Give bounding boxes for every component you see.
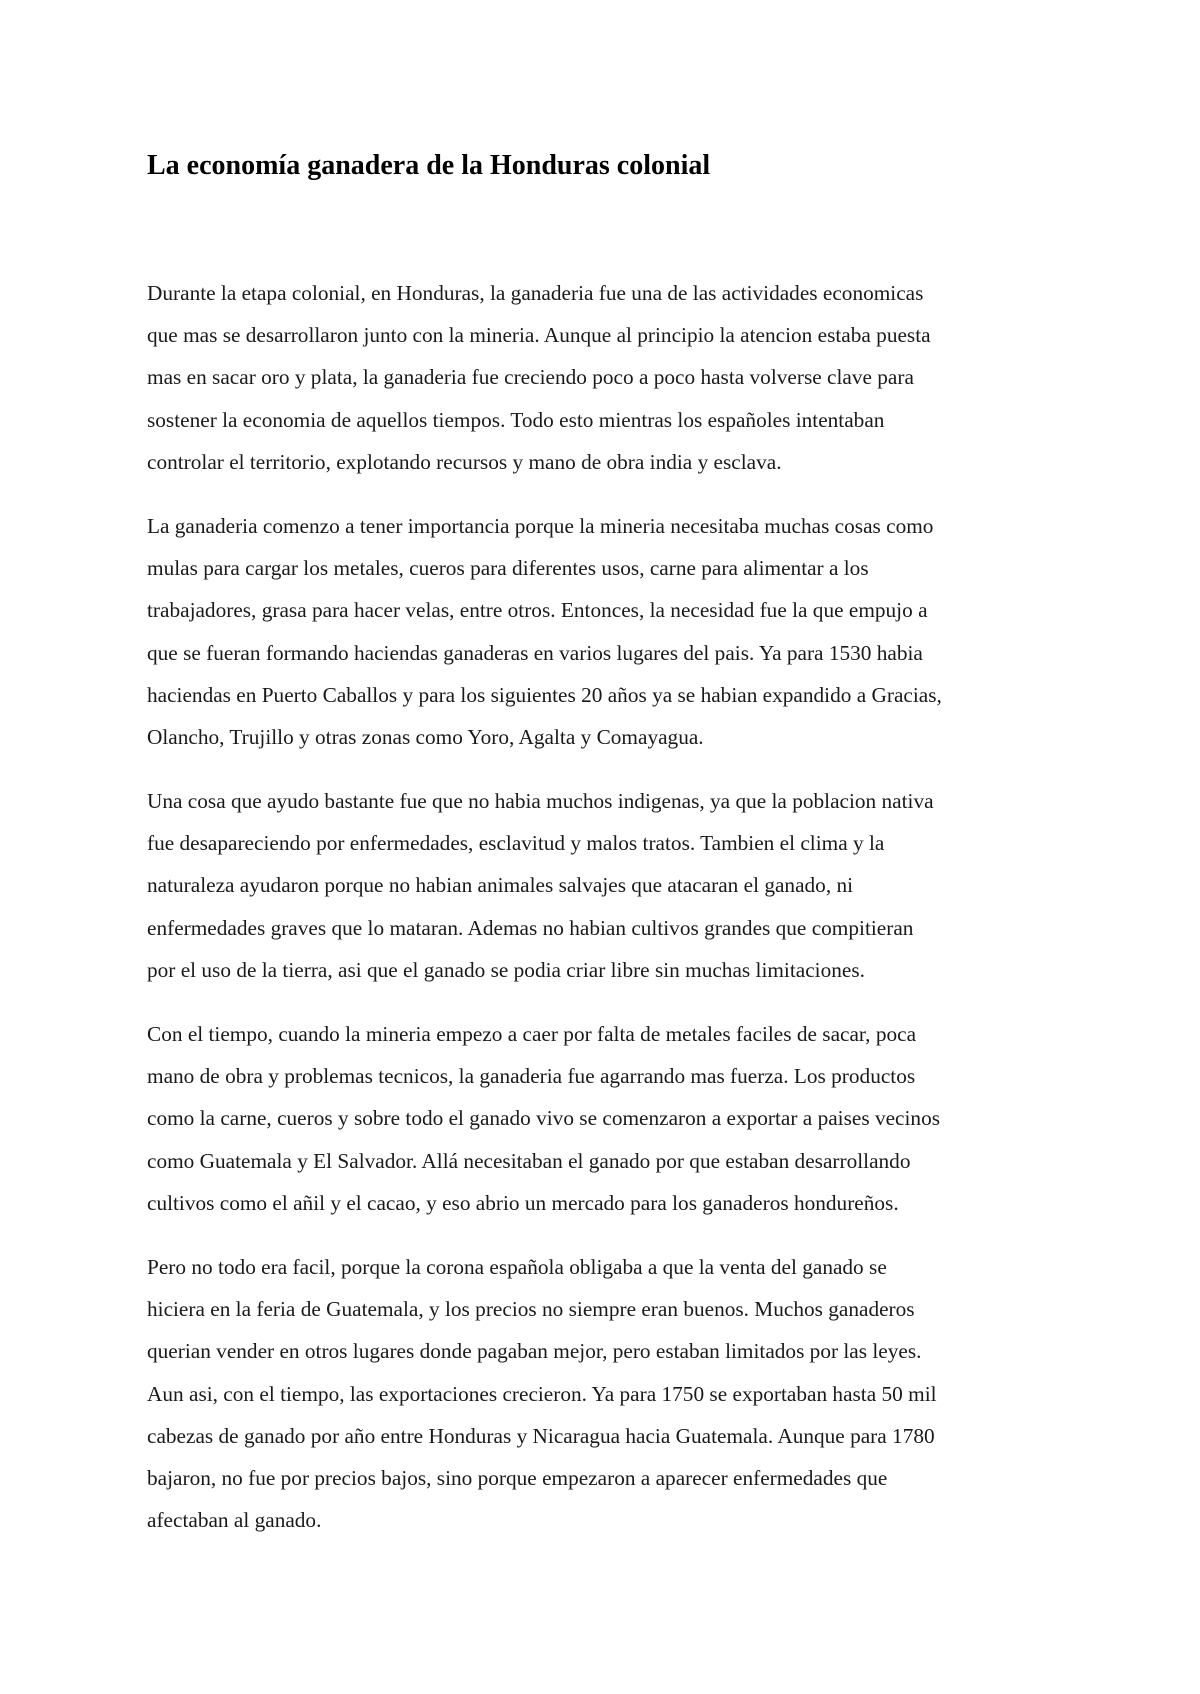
paragraph-line: La ganaderia comenzo a tener importancia porque la mineria necesitaba muchas cosas como xyxy=(147,513,934,538)
paragraph-line: que se fueran formando haciendas ganaderas en varios lugares del pais. Ya para 1530 habia xyxy=(147,640,923,665)
paragraph-line: fue desapareciendo por enfermedades, esclavitud y malos tratos. Tambien el clima y la xyxy=(147,831,885,856)
document-body xyxy=(147,272,1067,1563)
paragraph xyxy=(147,1013,1067,1224)
paragraph-line: hiciera en la feria de Guatemala, y los precios no siempre eran buenos. Muchos ganaderos xyxy=(147,1297,915,1322)
paragraph-line: bajaron, no fue por precios bajos, sino porque empezaron a aparecer enfermedades que xyxy=(147,1465,888,1490)
paragraph-line: Olancho, Trujillo y otras zonas como Yoro, Agalta y Comayagua. xyxy=(147,724,704,749)
paragraph-line: enfermedades graves que lo mataran. Ademas no habian cultivos grandes que compitieran xyxy=(147,915,914,940)
paragraph-line: mano de obra y problemas tecnicos, la ganaderia fue agarrando mas fuerza. Los productos xyxy=(147,1064,916,1089)
paragraph-line: mulas para cargar los metales, cueros para diferentes usos, carne para alimentar a los xyxy=(147,556,869,581)
paragraph-line: Durante la etapa colonial, en Honduras, la ganaderia fue una de las actividades economicas xyxy=(147,281,924,305)
paragraph-line: por el uso de la tierra, asi que el ganado se podia criar libre sin muchas limitaciones. xyxy=(147,957,865,982)
paragraph xyxy=(147,505,1067,758)
paragraph xyxy=(147,272,1067,483)
paragraph-line: sostener la economia de aquellos tiempos. Todo esto mientras los españoles intentaban xyxy=(147,407,885,432)
paragraph-line: Pero no todo era facil, porque la corona española obligaba a que la venta del ganado se xyxy=(147,1254,887,1279)
paragraph-line: cultivos como el añil y el cacao, y eso abrio un mercado para los ganaderos hondureños. xyxy=(147,1190,899,1215)
paragraph-line: como Guatemala y El Salvador. Allá necesitaban el ganado por que estaban desarrollando xyxy=(147,1148,911,1173)
page-title: La economía ganadera de la Honduras colonial xyxy=(147,150,711,181)
paragraph-line: como la carne, cueros y sobre todo el ganado vivo se comenzaron a exportar a paises vecinos xyxy=(147,1106,941,1131)
paragraph-line: querian vender en otros lugares donde pagaban mejor, pero estaban limitados por las leyes. xyxy=(147,1339,922,1364)
paragraph-line: mas en sacar oro y plata, la ganaderia fue creciendo poco a poco hasta volverse clave para xyxy=(147,365,914,390)
paragraph-line: que mas se desarrollaron junto con la mineria. Aunque al principio la atencion estaba puesta xyxy=(147,323,931,348)
paragraph-line: trabajadores, grasa para hacer velas, entre otros. Entonces, la necesidad fue la que empujo a xyxy=(147,598,928,623)
paragraph-line: haciendas en Puerto Caballos y para los siguientes 20 años ya se habian expandido a Gracias, xyxy=(147,682,942,707)
paragraph-line: Aun asi, con el tiempo, las exportaciones crecieron. Ya para 1750 se exportaban hasta 50 mil xyxy=(147,1381,937,1406)
paragraph xyxy=(147,1246,1067,1541)
paragraph-line: Con el tiempo, cuando la mineria empezo a caer por falta de metales faciles de sacar, poca xyxy=(147,1022,917,1046)
paragraph-line: controlar el territorio, explotando recursos y mano de obra india y esclava. xyxy=(147,449,782,474)
paragraph xyxy=(147,780,1067,991)
paragraph-line: naturaleza ayudaron porque no habian animales salvajes que atacaran el ganado, ni xyxy=(147,873,854,898)
paragraph-line: Una cosa que ayudo bastante fue que no habia muchos indigenas, ya que la poblacion nativa xyxy=(147,789,934,814)
paragraph-line: afectaban al ganado. xyxy=(147,1508,322,1533)
paragraph-line: cabezas de ganado por año entre Honduras y Nicaragua hacia Guatemala. Aunque para 1780 xyxy=(147,1423,935,1448)
